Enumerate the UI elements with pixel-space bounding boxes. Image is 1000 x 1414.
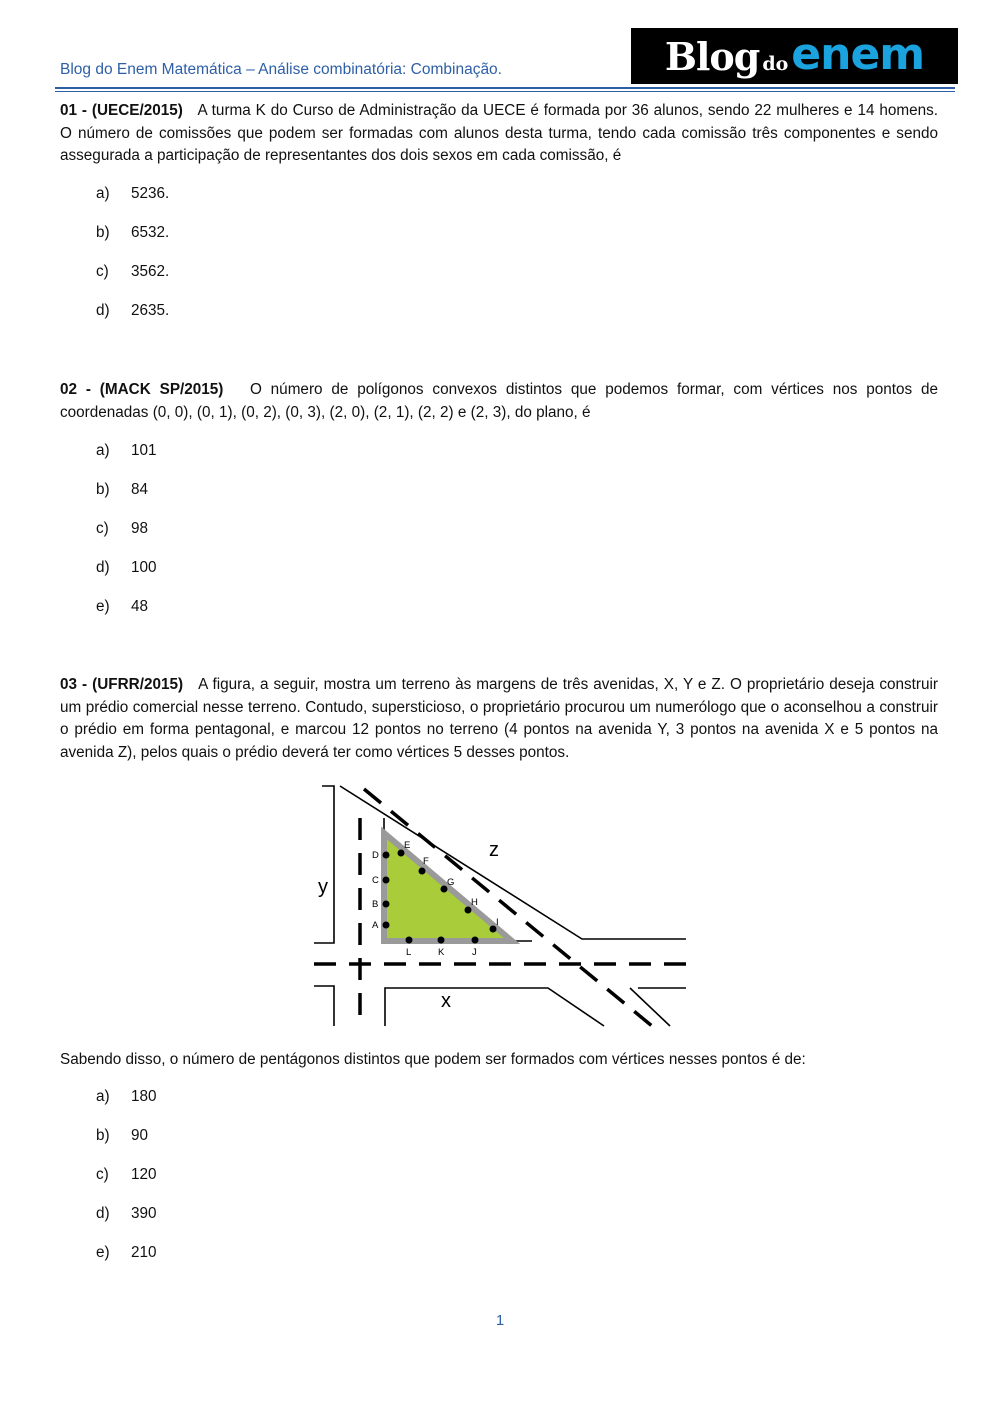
option-letter: d) (96, 559, 110, 576)
option-value: 48 (131, 598, 149, 615)
terrain-figure (312, 783, 688, 1029)
point-label-j: J (472, 947, 477, 958)
question-3 (60, 674, 938, 764)
point-b (383, 901, 390, 908)
option-letter: a) (96, 1088, 110, 1105)
point-label-a: A (372, 920, 379, 931)
blog-do-enem-logo (631, 28, 958, 84)
option-letter: c) (96, 1166, 109, 1183)
option-item[interactable] (96, 481, 157, 520)
logo-text-do: do (762, 53, 789, 75)
point-label-c: C (372, 875, 379, 886)
option-item[interactable] (96, 442, 157, 481)
header-rule-thin (55, 91, 955, 92)
option-letter: c) (96, 520, 109, 537)
option-item[interactable] (96, 1166, 157, 1205)
option-value: 5236. (131, 185, 170, 202)
road-edge-y-bottom (314, 986, 334, 1026)
question-1 (60, 100, 938, 168)
road-edge-z-bottom (385, 988, 604, 1026)
question-2-options (96, 442, 157, 637)
point-a (383, 922, 390, 929)
option-item[interactable] (96, 1244, 157, 1283)
option-item[interactable] (96, 1088, 157, 1127)
option-letter: e) (96, 598, 110, 615)
option-item[interactable] (96, 302, 169, 341)
point-l (406, 937, 413, 944)
option-item[interactable] (96, 263, 169, 302)
question-3-options (96, 1088, 157, 1283)
option-item[interactable] (96, 520, 157, 559)
option-letter: e) (96, 1244, 110, 1261)
option-letter: d) (96, 1205, 110, 1222)
option-letter: b) (96, 224, 110, 241)
option-value: 98 (131, 520, 149, 537)
avenue-label-y: y (318, 876, 328, 898)
question-1-text: A turma K do Curso de Administração da UECE é formada por 36 alunos, sendo 22 mulheres e 14 homens. O número de comissões que podem ser formadas com alunos desta turma, tendo cada comissão três componentes e sendo assegurada a participação de representantes dos dois sexos em cada comissão, é (60, 102, 938, 164)
header-rule (55, 87, 955, 89)
point-label-d: D (372, 850, 379, 861)
option-value: 2635. (131, 302, 170, 319)
option-value: 100 (131, 559, 157, 576)
point-j (472, 937, 479, 944)
avenue-label-x: x (441, 990, 451, 1012)
option-value: 390 (131, 1205, 157, 1222)
point-label-e: E (404, 840, 411, 851)
point-label-f: F (423, 856, 429, 867)
option-value: 3562. (131, 263, 170, 280)
option-item[interactable] (96, 1127, 157, 1166)
question-1-options (96, 185, 169, 341)
option-item[interactable] (96, 224, 169, 263)
point-label-i: I (496, 917, 499, 928)
option-letter: d) (96, 302, 110, 319)
avenue-label-z: z (489, 839, 499, 861)
option-item[interactable] (96, 598, 157, 637)
option-value: 84 (131, 481, 149, 498)
option-value: 90 (131, 1127, 149, 1144)
point-f (419, 868, 426, 875)
road-edge-right-diag (630, 988, 670, 1026)
point-label-k: K (438, 947, 445, 958)
option-value: 180 (131, 1088, 157, 1105)
question-3-text: A figura, a seguir, mostra um terreno às margens de três avenidas, X, Y e Z. O proprietário deseja construir um prédio comercial nesse terreno. Contudo, supersticioso, o proprietário procurou um numerólogo que o aconselhou a construir o prédio em forma pentagonal, e marcou 12 pontos no terreno (4 pontos na avenida Y, 3 pontos na avenida X e 5 pontos na avenida Z), pelos quais o prédio deverá ter como vértices 5 desses pontos. (60, 676, 939, 761)
point-label-b: B (372, 899, 379, 910)
question-2 (60, 379, 938, 424)
page-number: 1 (495, 1312, 505, 1329)
option-letter: b) (96, 1127, 110, 1144)
option-letter: a) (96, 185, 110, 202)
logo-text-blog: Blog (664, 33, 760, 79)
header-title: Blog do Enem Matemática – Análise combinatória: Combinação. (60, 61, 502, 78)
option-letter: c) (96, 263, 109, 280)
option-value: 210 (131, 1244, 157, 1261)
option-value: 101 (131, 442, 157, 459)
option-letter: a) (96, 442, 110, 459)
logo-text-enem: enem (791, 28, 925, 80)
option-value: 120 (131, 1166, 157, 1183)
option-letter: b) (96, 481, 110, 498)
option-item[interactable] (96, 1205, 157, 1244)
question-3-followup: Sabendo disso, o número de pentágonos distintos que podem ser formados com vértices nesses pontos é de: (60, 1051, 806, 1068)
question-3-id: 03 - (UFRR/2015) (60, 676, 184, 693)
option-value: 6532. (131, 224, 170, 241)
point-k (438, 937, 445, 944)
question-2-text: O número de polígonos convexos distintos que podemos formar, com vértices nos pontos de coordenadas (0, 0), (0, 1), (0, 2), (0, 3), (2, 0), (2, 1), (2, 2) e (2, 3), do plano, é (60, 381, 939, 421)
point-label-g: G (447, 877, 455, 888)
point-label-l: L (406, 947, 412, 958)
road-edge-y-top (314, 786, 334, 943)
point-label-h: H (471, 897, 478, 908)
question-1-id: 01 - (UECE/2015) (60, 102, 183, 119)
point-d (383, 852, 390, 859)
question-2-id: 02 - (MACK SP/2015) (60, 381, 224, 398)
option-item[interactable] (96, 559, 157, 598)
point-c (383, 877, 390, 884)
option-item[interactable] (96, 185, 169, 224)
